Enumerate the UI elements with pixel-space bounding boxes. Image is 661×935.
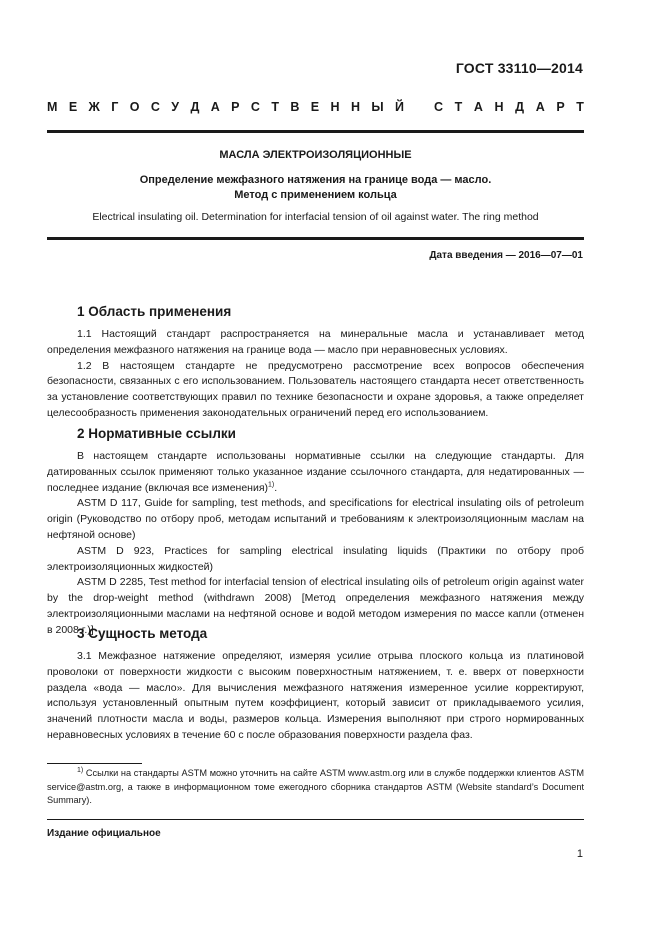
banner-letter: Е xyxy=(68,100,78,114)
banner-letter: Н xyxy=(330,100,340,114)
section-3-body xyxy=(47,649,584,744)
official-edition-label: Издание официальное xyxy=(47,828,161,839)
section-1-body xyxy=(47,327,584,422)
banner-letter: М xyxy=(47,100,58,114)
paragraph-1-2: 1.2 В настоящем стандарте не предусмотрено рассмотрение всех вопросов обеспечения безопасности, связанных с его использованием. Пользователь настоящего стандарта несет ответственность за установление соответствующих правил по технике безопасности и охране здоровья, а также определяет целесообразность применения законодательных ограничений перед его использованием. xyxy=(47,359,584,419)
page-number: 1 xyxy=(576,848,583,860)
interstate-standard-banner xyxy=(47,100,584,114)
banner-letter: С xyxy=(150,100,160,114)
interstate-word xyxy=(47,100,404,114)
banner-letter: Ы xyxy=(371,100,384,114)
footnote xyxy=(47,767,584,808)
banner-letter: А xyxy=(473,100,483,114)
banner-letter: О xyxy=(129,100,140,114)
banner-letter: Н xyxy=(494,100,504,114)
document-title: МАСЛА ЭЛЕКТРОИЗОЛЯЦИОННЫЕ xyxy=(219,149,412,161)
footnote-text xyxy=(47,767,584,808)
banner-letter: Д xyxy=(515,100,525,114)
banner-letter: У xyxy=(171,100,180,114)
banner-letter: С xyxy=(434,100,444,114)
section-2-intro xyxy=(47,449,584,496)
banner-letter: Т xyxy=(576,100,584,114)
banner-letter: С xyxy=(250,100,260,114)
reference-astm-d117: ASTM D 117, Guide for sampling, test methods, and specifications for electrical insulating oils of petroleum origin (Руководство по отбору проб, методам испытаний и требованиям к электроизоляционным маслам на нефтяной основе) xyxy=(47,497,584,541)
subtitle-line-2: Метод с применением кольца xyxy=(234,189,397,201)
banner-letter: Т xyxy=(271,100,279,114)
banner-letter: Е xyxy=(310,100,320,114)
footnote-separator xyxy=(47,763,142,764)
effective-date: Дата введения — 2016—07—01 xyxy=(429,250,583,261)
banner-letter: А xyxy=(210,100,220,114)
english-title: Electrical insulating oil. Determination for interfacial tension of oil against water. The ring method xyxy=(92,211,539,223)
banner-letter: Й xyxy=(395,100,404,114)
banner-letter: Н xyxy=(350,100,360,114)
gost-number: ГОСТ 33110—2014 xyxy=(455,60,583,76)
paragraph-1-1: 1.1 Настоящий стандарт распространяется на минеральные масла и устанавливает метод определения межфазного натяжения на границе вода — масло при неравновесных условиях. xyxy=(47,328,584,356)
banner-letter: Г xyxy=(111,100,119,114)
section-2-body xyxy=(47,449,584,639)
document-subtitle xyxy=(47,173,584,203)
footer-rule xyxy=(47,819,584,820)
section-3-heading: 3 Сущность метода xyxy=(77,626,208,641)
banner-letter: Ж xyxy=(88,100,100,114)
reference-astm-d923: ASTM D 923, Practices for sampling electrical insulating liquids (Практики по отбору проб электроизоляционных жидкостей) xyxy=(47,544,584,573)
standard-word xyxy=(434,100,584,114)
subtitle-line-1: Определение межфазного натяжения на границе вода — масло. xyxy=(139,174,492,186)
banner-letter: В xyxy=(290,100,300,114)
banner-letter: Р xyxy=(231,100,240,114)
section-1-heading: 1 Область применения xyxy=(77,304,232,319)
footnote-body: Ссылки на стандарты ASTM можно уточнить на сайте ASTM www.astm.org или в службе поддержки клиентов ASTM service@astm.org, а также в информационном томе ежегодного сборника стандартов ASTM (Website standard’s Document Summary). xyxy=(47,768,584,805)
header-rule xyxy=(47,130,584,133)
banner-letter: А xyxy=(535,100,545,114)
banner-letter: Д xyxy=(190,100,200,114)
intro-end: . xyxy=(274,481,278,494)
footnote-ref: 1) xyxy=(268,481,275,489)
paragraph-3-1: 3.1 Межфазное натяжение определяют, измеряя усилие отрыва плоского кольца из платиновой проволоки от поверхности жидкости с высоким поверхностным натяжением, т. е. вверх от поверхности раздела «вода — масло». Для вычисления межфазного натяжения измеренное усилие корректируют, используя установленный опытным путем коэффициент, который зависит от прикладываемого усилия, значений плотности масла и воды, размеров кольца. Измерения выполняют при строго нормированных неравновесных условиях в течение 60 с после образования поверхности раздела фаз. xyxy=(47,650,584,741)
banner-letter: Т xyxy=(454,100,463,114)
section-2-heading: 2 Нормативные ссылки xyxy=(77,426,236,441)
title-rule xyxy=(47,237,584,240)
footnote-mark: 1) xyxy=(77,766,84,774)
reference-astm-d2285: ASTM D 2285, Test method for interfacial tension of electrical insulating oils of petroleum origin against water by the drop-weight method (withdrawn 2008) [Метод определения межфазного натяжения между электроизоляционными маслами на нефтяной основе и водой методом измерения по массе капли (отменен в 2008 г.)] xyxy=(47,576,584,636)
intro-text: В настоящем стандарте использованы нормативные ссылки на следующие стандарты. Для датированных ссылок применяют только указанное издание ссылочного стандарта, для недатированных — последнее издание (включая все изменения) xyxy=(47,450,584,494)
banner-letter: Р xyxy=(556,100,565,114)
